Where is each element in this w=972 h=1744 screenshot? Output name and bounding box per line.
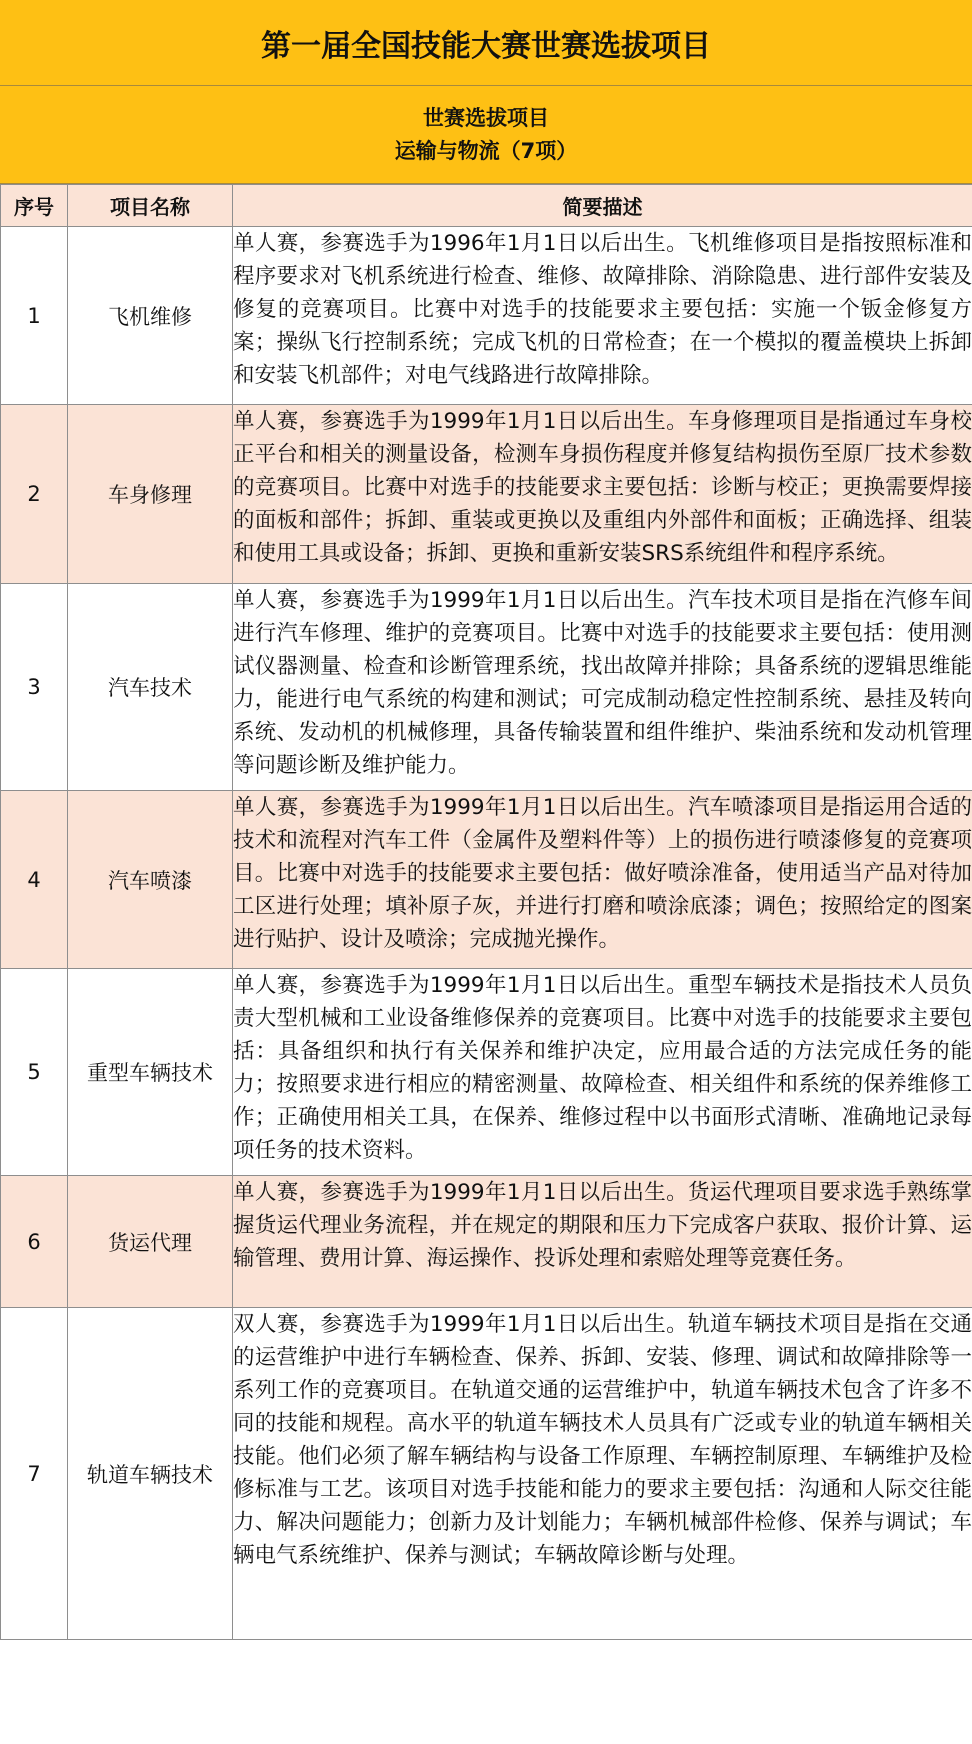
row-number: 1 bbox=[1, 227, 68, 405]
row-number: 2 bbox=[1, 405, 68, 584]
project-name: 重型车辆技术 bbox=[68, 969, 233, 1176]
project-description: 单人赛，参赛选手为1999年1月1日以后出生。货运代理项目要求选手熟练掌握货运代理业务流程，并在规定的期限和压力下完成客户获取、报价计算、运输管理、费用计算、海运操作、投诉处理和索赔处理等竞赛任务。 bbox=[233, 1176, 972, 1308]
table-row bbox=[1, 1176, 972, 1308]
row-number: 5 bbox=[1, 969, 68, 1176]
project-description: 单人赛，参赛选手为1999年1月1日以后出生。重型车辆技术是指技术人员负责大型机械和工业设备维修保养的竞赛项目。比赛中对选手的技能要求主要包括：具备组织和执行有关保养和维护决定，应用最合适的方法完成任务的能力；按照要求进行相应的精密测量、故障检查、相关组件和系统的保养维修工作；正确使用相关工具，在保养、维修过程中以书面形式清晰、准确地记录每项任务的技术资料。 bbox=[233, 969, 972, 1176]
table-row bbox=[1, 584, 972, 791]
table-row bbox=[1, 405, 972, 584]
project-name: 轨道车辆技术 bbox=[68, 1308, 233, 1640]
project-description: 单人赛，参赛选手为1999年1月1日以后出生。汽车技术项目是指在汽修车间进行汽车修理、维护的竞赛项目。比赛中对选手的技能要求主要包括：使用测试仪器测量、检查和诊断管理系统，找出故障并排除；具备系统的逻辑思维能力，能进行电气系统的构建和测试；可完成制动稳定性控制系统、悬挂及转向系统、发动机的机械修理，具备传输装置和组件维护、柴油系统和发动机管理等问题诊断及维护能力。 bbox=[233, 584, 972, 791]
sheet-title bbox=[0, 0, 972, 86]
row-number: 3 bbox=[1, 584, 68, 791]
project-table bbox=[0, 184, 972, 1640]
project-description: 双人赛，参赛选手为1999年1月1日以后出生。轨道车辆技术项目是指在交通的运营维护中进行车辆检查、保养、拆卸、安装、修理、调试和故障排除等一系列工作的竞赛项目。在轨道交通的运营维护中，轨道车辆技术包含了许多不同的技能和规程。高水平的轨道车辆技术人员具有广泛或专业的轨道车辆相关技能。他们必须了解车辆结构与设备工作原理、车辆控制原理、车辆维护及检修标准与工艺。该项目对选手技能和能力的要求主要包括：沟通和人际交往能力、解决问题能力；创新力及计划能力；车辆机械部件检修、保养与调试；车辆电气系统维护、保养与测试；车辆故障诊断与处理。 bbox=[233, 1308, 972, 1640]
project-description: 单人赛，参赛选手为1996年1月1日以后出生。飞机维修项目是指按照标准和程序要求对飞机系统进行检查、维修、故障排除、消除隐患、进行部件安装及修复的竞赛项目。比赛中对选手的技能要求主要包括：实施一个钣金修复方案；操纵飞行控制系统；完成飞机的日常检查；在一个模拟的覆盖模块上拆卸和安装飞机部件；对电气线路进行故障排除。 bbox=[233, 227, 972, 405]
row-number: 4 bbox=[1, 791, 68, 969]
row-number: 6 bbox=[1, 1176, 68, 1308]
table-row bbox=[1, 1308, 972, 1640]
category-header bbox=[0, 86, 972, 184]
project-description: 单人赛，参赛选手为1999年1月1日以后出生。车身修理项目是指通过车身校正平台和相关的测量设备，检测车身损伤程度并修复结构损伤至原厂技术参数的竞赛项目。比赛中对选手的技能要求主要包括：诊断与校正；更换需要焊接的面板和部件；拆卸、重装或更换以及重组内外部件和面板；正确选择、组装和使用工具或设备；拆卸、更换和重新安装SRS系统组件和程序系统。 bbox=[233, 405, 972, 584]
project-name: 飞机维修 bbox=[68, 227, 233, 405]
column-header-num: 序号 bbox=[1, 185, 68, 227]
column-header-name: 项目名称 bbox=[68, 185, 233, 227]
project-name: 汽车喷漆 bbox=[68, 791, 233, 969]
table-row bbox=[1, 969, 972, 1176]
column-header-desc: 简要描述 bbox=[233, 185, 972, 227]
project-name: 车身修理 bbox=[68, 405, 233, 584]
project-name: 汽车技术 bbox=[68, 584, 233, 791]
table-row bbox=[1, 227, 972, 405]
table-header-row bbox=[1, 185, 972, 227]
sheet-title-text: 第一届全国技能大赛世赛选拔项目 bbox=[261, 28, 711, 64]
project-description: 单人赛，参赛选手为1999年1月1日以后出生。汽车喷漆项目是指运用合适的技术和流程对汽车工件（金属件及塑料件等）上的损伤进行喷漆修复的竞赛项目。比赛中对选手的技能要求主要包括：做好喷涂准备，使用适当产品对待加工区进行处理；填补原子灰，并进行打磨和喷涂底漆；调色；按照给定的图案进行贴护、设计及喷涂；完成抛光操作。 bbox=[233, 791, 972, 969]
project-name: 货运代理 bbox=[68, 1176, 233, 1308]
category-header-line1: 世赛选拔项目 bbox=[423, 105, 549, 130]
table-row bbox=[1, 791, 972, 969]
category-header-line2: 运输与物流（7项） bbox=[394, 138, 578, 163]
row-number: 7 bbox=[1, 1308, 68, 1640]
